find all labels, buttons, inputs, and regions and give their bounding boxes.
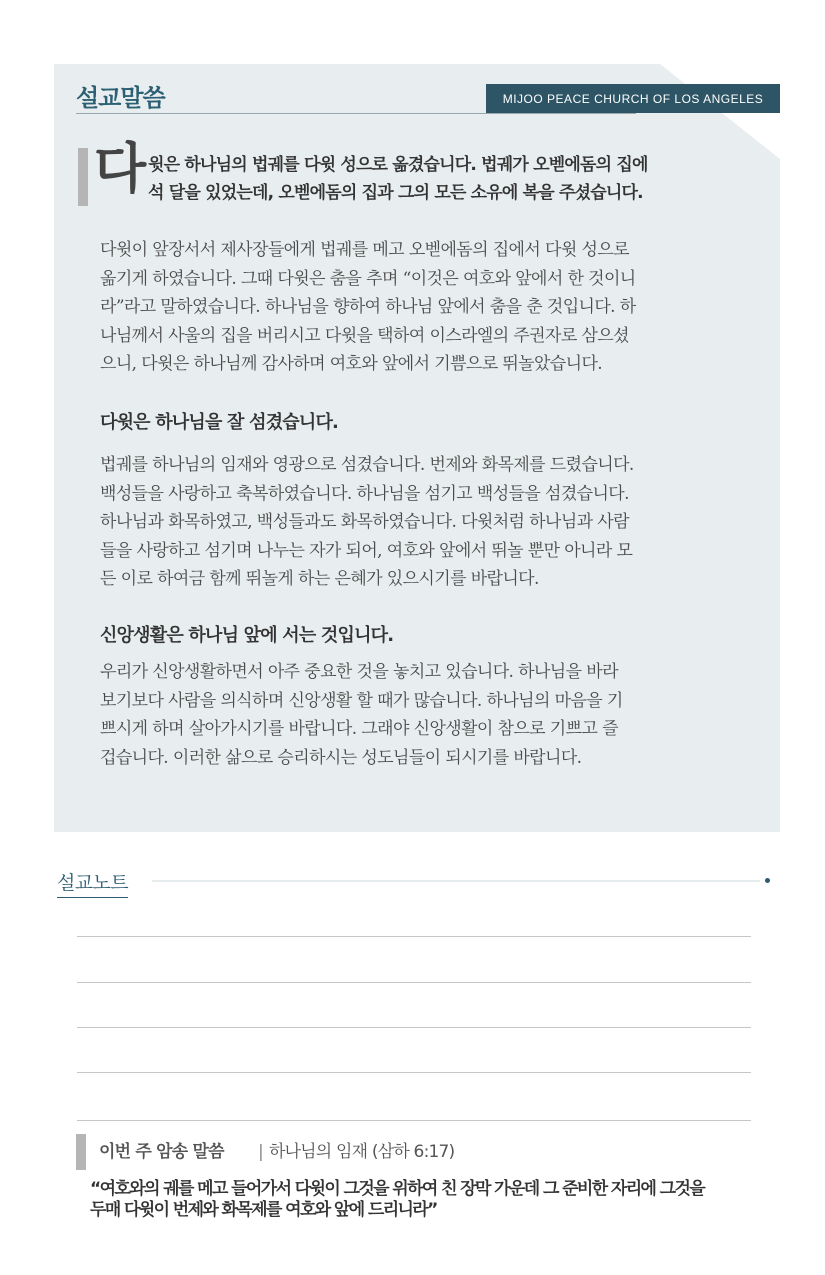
note-line (77, 1027, 751, 1028)
paragraph-line: 옮기게 하였습니다. 그때 다윗은 춤을 추며 “이것은 여호와 앞에서 한 것이니 (100, 268, 636, 289)
paragraph-line: 들을 사랑하고 섬기며 나누는 자가 되어, 여호와 앞에서 뛰놀 뿐만 아니라 모 (100, 540, 633, 561)
paragraph-line: 다윗이 앞장서서 제사장들에게 법궤를 메고 오벧에돔의 집에서 다윗 성으로 (100, 240, 629, 260)
notes-dot-ornament (765, 878, 770, 883)
note-line (77, 982, 751, 983)
paragraph-line: 우리가 신앙생활하면서 아주 중요한 것을 놓치고 있습니다. 하나님을 바라 (100, 662, 618, 682)
notes-title: 설교노트 (57, 868, 128, 895)
paragraph-line: 쁘시게 하며 살아가시기를 바랍니다. 그래야 신앙생활이 참으로 기쁘고 즐 (100, 719, 618, 740)
quote-line: “여호와의 궤를 메고 들어가서 다윗이 그것을 위하여 친 장막 가운데 그 준비한 자리에 그것을 (90, 1179, 705, 1199)
note-line (77, 1072, 751, 1073)
paragraph-line: 나님께서 사울의 집을 버리시고 다윗을 택하여 이스라엘의 주권자로 삼으셨 (100, 325, 629, 346)
body-paragraph-2 (100, 451, 750, 594)
sermon-card (54, 64, 780, 832)
paragraph-line: 법궤를 하나님의 임재와 영광으로 섬겼습니다. 번제와 화목제를 드렸습니다. (100, 455, 634, 475)
note-line (77, 1120, 751, 1121)
title-divider (76, 113, 636, 114)
paragraph-line: 보기보다 사람을 의식하며 신앙생활 할 때가 많습니다. 하나님의 마음을 기 (100, 690, 623, 711)
lead-line: 석 달을 있었는데, 오벧에돔의 집과 그의 모든 소유에 복을 주셨습니다. (148, 183, 643, 203)
section-title: 설교말씀 (76, 84, 165, 112)
subheading-2: 신앙생활은 하나님 앞에 서는 것입니다. (100, 625, 394, 646)
paragraph-line: 하나님과 화목하였고, 백성들과도 화목하였습니다. 다윗처럼 하나님과 사람 (100, 512, 629, 533)
memory-reference-text: 하나님의 임재 (삼하 6:17) (268, 1142, 455, 1162)
lead-accent-bar (78, 148, 88, 206)
paragraph-line: 겁습니다. 이러한 삶으로 승리하시는 성도님들이 되시기를 바랍니다. (100, 747, 582, 768)
memory-separator: | (258, 1142, 263, 1162)
memory-verse-reference (258, 1137, 454, 1162)
dropcap: 다 (94, 137, 147, 200)
paragraph-line: 든 이로 하여금 함께 뛰놀게 하는 은혜가 있으시기를 바랍니다. (100, 569, 539, 590)
paragraph-line: 백성들을 사랑하고 축복하였습니다. 하나님을 섬기고 백성들을 섬겼습니다. (100, 483, 629, 504)
quote-line: 두매 다윗이 번제와 화목제를 여호와 앞에 드리니라” (90, 1200, 437, 1220)
church-name-badge: MIJOO PEACE CHURCH OF LOS ANGELES (486, 84, 780, 113)
paragraph-line: 으니, 다윗은 하나님께 감사하며 여호와 앞에서 기쁨으로 뛰놀았습니다. (100, 354, 603, 375)
memory-verse-quote (90, 1179, 770, 1221)
subheading-1: 다윗은 하나님을 잘 섬겼습니다. (100, 412, 339, 433)
body-paragraph-3 (100, 658, 750, 772)
memory-accent-bar (76, 1134, 86, 1170)
lead-paragraph (148, 151, 748, 207)
lead-line: 윗은 하나님의 법궤를 다윗 성으로 옮겼습니다. 법궤가 오벧에돔의 집에 (148, 155, 648, 175)
paragraph-line: 라”라고 말하였습니다. 하나님을 향하여 하나님 앞에서 춤을 춘 것입니다. 하 (100, 297, 636, 318)
note-line (77, 936, 751, 937)
memory-verse-label: 이번 주 암송 말씀 (99, 1142, 224, 1162)
body-paragraph-1 (100, 236, 750, 379)
notes-header-rule (152, 880, 760, 882)
